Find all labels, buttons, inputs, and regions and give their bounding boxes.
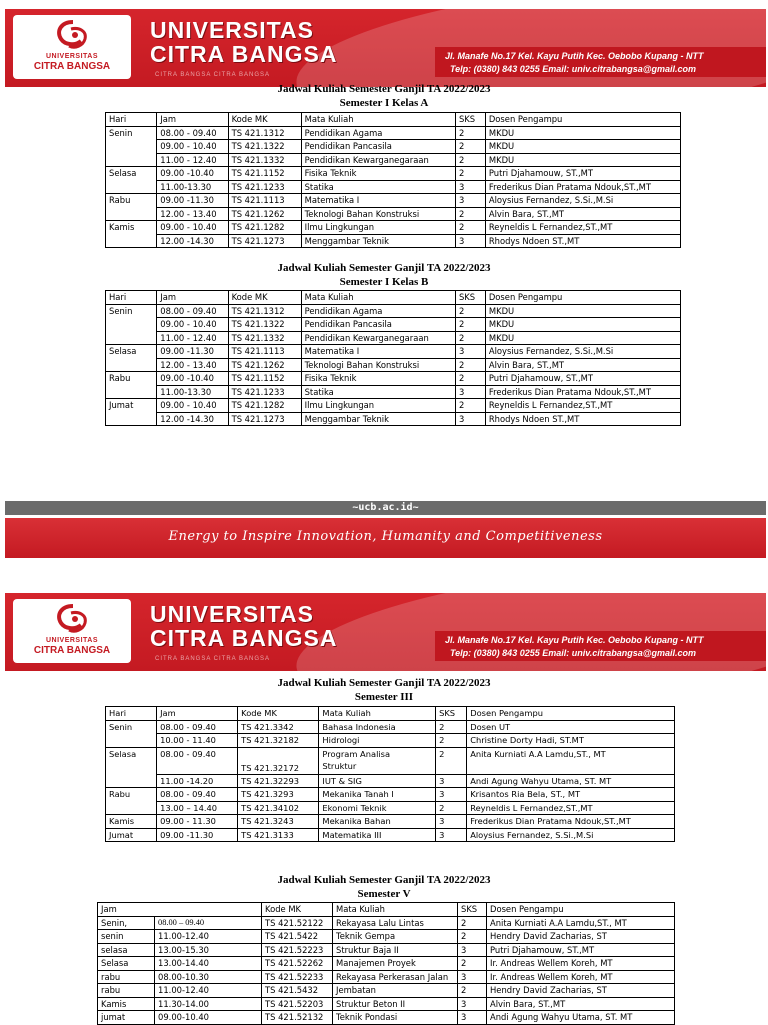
column-header: Dosen Pengampu — [487, 903, 675, 917]
course-code-cell: TS 421.3133 — [238, 828, 319, 842]
lecturer-cell: Reyneldis L Fernandez,ST.,MT — [467, 801, 675, 815]
column-header: Mata Kuliah — [301, 113, 455, 127]
logo-emblem-icon — [53, 603, 93, 637]
schedule-title: Jadwal Kuliah Semester Ganjil TA 2022/2023 — [277, 874, 491, 886]
credits-cell: 2 — [455, 358, 485, 372]
course-name-cell: Fisika Teknik — [301, 372, 455, 386]
table-row — [106, 140, 681, 154]
lecturer-cell: Christine Dorty Hadi, ST.MT — [467, 734, 675, 748]
column-header: Jam — [157, 291, 228, 305]
course-name-cell: Rekayasa Lalu Lintas — [333, 916, 458, 930]
schedule-table-semester-3 — [105, 706, 675, 842]
lecturer-cell: Frederikus Dian Pratama Ndouk,ST.,MT — [485, 180, 680, 194]
table-row — [98, 997, 675, 1011]
course-code-cell: TS 421.1282 — [228, 399, 301, 413]
course-name-cell: Pendidikan Kewarganegaraan — [301, 331, 455, 345]
column-header: SKS — [455, 113, 485, 127]
course-name-cell: Jembatan — [333, 984, 458, 998]
credits-cell: 3 — [436, 788, 467, 802]
course-code-cell: TS 421.52122 — [262, 916, 333, 930]
course-name-cell: Fisika Teknik — [301, 167, 455, 181]
lecturer-cell: Putri Djahamouw, ST.,MT — [487, 943, 675, 957]
course-name-cell: Pendidikan Kewarganegaraan — [301, 153, 455, 167]
letterhead-banner — [5, 593, 766, 671]
column-header: SKS — [455, 291, 485, 305]
column-header: Jam — [98, 903, 262, 917]
column-header: Hari — [106, 113, 157, 127]
day-cell: jumat — [98, 1011, 155, 1025]
table-row — [98, 957, 675, 971]
course-name-cell: Teknik Pondasi — [333, 1011, 458, 1025]
day-cell: Kamis — [106, 815, 157, 829]
credits-cell: 2 — [436, 747, 467, 774]
time-cell: 09.00 - 10.40 — [157, 140, 228, 154]
logo-text-line2: CITRA BANGSA — [33, 645, 111, 656]
table-row — [106, 345, 681, 359]
day-cell: Rabu — [106, 788, 157, 815]
day-cell: Rabu — [106, 372, 157, 399]
logo-text-line2: CITRA BANGSA — [33, 61, 111, 72]
lecturer-cell: Ir. Andreas Wellem Koreh, MT — [487, 957, 675, 971]
course-code-cell: TS 421.52223 — [262, 943, 333, 957]
table-row — [98, 984, 675, 998]
column-header: SKS — [436, 707, 467, 721]
table-row — [106, 167, 681, 181]
time-cell: 13.00-14.40 — [155, 957, 262, 971]
time-cell: 12.00 -14.30 — [157, 412, 228, 426]
credits-cell: 3 — [455, 345, 485, 359]
time-cell: 11.00 - 12.40 — [157, 331, 228, 345]
university-name-line2: CITRA BANGSA — [150, 625, 338, 651]
column-header: Hari — [106, 707, 157, 721]
column-header: Dosen Pengampu — [485, 291, 680, 305]
table-row — [106, 207, 681, 221]
day-cell: Selasa — [106, 167, 157, 194]
lecturer-cell: Aloysius Fernandez, S.Si.,M.Si — [485, 345, 680, 359]
course-name-cell: Pendidikan Pancasila — [301, 318, 455, 332]
table-row — [106, 788, 675, 802]
table-row — [98, 943, 675, 957]
table-row — [106, 385, 681, 399]
university-name-line2: CITRA BANGSA — [150, 41, 338, 67]
credits-cell: 2 — [455, 318, 485, 332]
credits-cell: 3 — [458, 997, 487, 1011]
course-code-cell: TS 421.5432 — [262, 984, 333, 998]
day-cell: rabu — [98, 970, 155, 984]
course-name-cell: Ilmu Lingkungan — [301, 221, 455, 235]
credits-cell: 2 — [458, 916, 487, 930]
day-cell: Jumat — [106, 828, 157, 842]
schedule-title: Jadwal Kuliah Semester Ganjil TA 2022/2023 — [277, 677, 491, 689]
course-name-cell: Pendidikan Agama — [301, 126, 455, 140]
course-code-cell: TS 421.1262 — [228, 207, 301, 221]
lecturer-cell: MKDU — [485, 318, 680, 332]
table-row — [106, 318, 681, 332]
time-cell: 09.00 -11.30 — [157, 345, 228, 359]
column-header: Kode MK — [238, 707, 319, 721]
lecturer-cell: Alvin Bara, ST.,MT — [485, 358, 680, 372]
credits-cell: 3 — [436, 815, 467, 829]
course-code-cell: TS 421.32172 — [238, 747, 319, 774]
time-cell: 11.00 -14.20 — [157, 774, 238, 788]
schedule-title: Jadwal Kuliah Semester Ganjil TA 2022/2023 — [277, 262, 491, 274]
course-code-cell: TS 421.1273 — [228, 412, 301, 426]
course-code-cell: TS 421.1152 — [228, 372, 301, 386]
logo-text-line1: UNIVERSITAS — [45, 637, 99, 644]
schedule-subtitle: Semester I Kelas B — [339, 276, 429, 288]
table-row — [106, 126, 681, 140]
lecturer-cell: Rhodys Ndoen ST.,MT — [485, 412, 680, 426]
lecturer-cell: Aloysius Fernandez, S.Si.,M.Si — [485, 194, 680, 208]
course-name-line: Struktur — [322, 760, 357, 771]
credits-cell: 2 — [455, 399, 485, 413]
time-cell: 09.00 -10.40 — [157, 372, 228, 386]
day-cell: Senin, — [98, 916, 155, 930]
table-row — [106, 734, 675, 748]
logo-text-line1: UNIVERSITAS — [45, 53, 99, 60]
time-cell: 09.00 - 10.40 — [157, 221, 228, 235]
table-row — [106, 774, 675, 788]
column-header: Mata Kuliah — [301, 291, 455, 305]
course-code-cell: TS 421.1273 — [228, 234, 301, 248]
lecturer-cell: Anita Kurniati A.A Lamdu,ST., MT — [487, 916, 675, 930]
table-row — [106, 747, 675, 774]
course-code-cell: TS 421.1233 — [228, 385, 301, 399]
footer-motto-bar — [5, 518, 766, 558]
schedule-subtitle: Semester III — [354, 691, 414, 703]
course-code-cell: TS 421.3342 — [238, 720, 319, 734]
time-cell: 11.00-13.30 — [157, 180, 228, 194]
table-header-row — [106, 113, 681, 127]
watermark-text: CITRA BANGSA CITRA BANGSA — [155, 656, 271, 662]
course-name-cell: Struktur Beton II — [333, 997, 458, 1011]
time-cell: 09.00-10.40 — [155, 1011, 262, 1025]
credits-cell: 3 — [455, 234, 485, 248]
credits-cell: 3 — [458, 943, 487, 957]
table-row — [106, 720, 675, 734]
column-header: Dosen Pengampu — [467, 707, 675, 721]
course-name-cell: Ilmu Lingkungan — [301, 399, 455, 413]
credits-cell: 3 — [455, 385, 485, 399]
course-name-cell: Manajemen Proyek — [333, 957, 458, 971]
time-cell: 08.00 - 09.40 — [157, 126, 228, 140]
course-name-cell: Pendidikan Pancasila — [301, 140, 455, 154]
course-code-cell: TS 421.1322 — [228, 318, 301, 332]
lecturer-cell: MKDU — [485, 304, 680, 318]
credits-cell: 3 — [455, 180, 485, 194]
course-name-cell: Ekonomi Teknik — [319, 801, 436, 815]
day-cell: Kamis — [106, 221, 157, 248]
course-name-cell: Teknik Gempa — [333, 930, 458, 944]
footer-website: ~ucb.ac.id~ — [352, 502, 419, 513]
table-row — [98, 970, 675, 984]
credits-cell: 2 — [455, 167, 485, 181]
credits-cell: 3 — [436, 828, 467, 842]
column-header: Kode MK — [228, 291, 301, 305]
time-cell: 09.00 - 11.30 — [157, 815, 238, 829]
table-row — [106, 399, 681, 413]
course-code-cell: TS 421.1282 — [228, 221, 301, 235]
table-row — [106, 304, 681, 318]
course-name-cell: Statika — [301, 180, 455, 194]
column-header: Jam — [157, 113, 228, 127]
day-cell: senin — [98, 930, 155, 944]
lecturer-cell: Hendry David Zacharias, ST — [487, 984, 675, 998]
time-cell: 08.00 - 09.40 — [157, 720, 238, 734]
time-cell: 13.00-15.30 — [155, 943, 262, 957]
university-logo — [13, 599, 131, 663]
credits-cell: 2 — [455, 153, 485, 167]
table-row — [106, 331, 681, 345]
course-code-cell: TS 421.1322 — [228, 140, 301, 154]
credits-cell: 2 — [455, 331, 485, 345]
lecturer-cell: Alvin Bara, ST.,MT — [487, 997, 675, 1011]
column-header: Mata Kuliah — [319, 707, 436, 721]
course-name-cell: Pendidikan Agama — [301, 304, 455, 318]
course-name-cell: Matematika I — [301, 194, 455, 208]
lecturer-cell: Putri Djahamouw, ST.,MT — [485, 167, 680, 181]
credits-cell: 3 — [455, 194, 485, 208]
lecturer-cell: MKDU — [485, 153, 680, 167]
schedule-title: Jadwal Kuliah Semester Ganjil TA 2022/2023 — [277, 83, 491, 95]
lecturer-cell: Anita Kurniati A.A Lamdu,ST., MT — [467, 747, 675, 774]
course-name-cell: Struktur Baja II — [333, 943, 458, 957]
lecturer-cell: Alvin Bara, ST.,MT — [485, 207, 680, 221]
table-header-row — [106, 707, 675, 721]
credits-cell: 3 — [458, 970, 487, 984]
lecturer-cell: Reyneldis L Fernandez,ST.,MT — [485, 221, 680, 235]
schedule-subtitle: Semester V — [357, 888, 411, 900]
address-text: Jl. Manafe No.17 Kel. Kayu Putih Kec. Oebobo Kupang - NTT — [445, 635, 704, 645]
table-row — [106, 221, 681, 235]
table-header-row — [98, 903, 675, 917]
course-name-cell: Hidrologi — [319, 734, 436, 748]
contact-text: Telp: (0380) 843 0255 Email: univ.citrabangsa@gmail.com — [450, 64, 697, 74]
day-cell: Selasa — [106, 345, 157, 372]
logo-emblem-icon — [53, 19, 93, 53]
course-code-cell: TS 421.3243 — [238, 815, 319, 829]
time-cell: 11.00-12.40 — [155, 930, 262, 944]
lecturer-cell: Andi Agung Wahyu Utama, ST. MT — [487, 1011, 675, 1025]
time-cell: 10.00 - 11.40 — [157, 734, 238, 748]
lecturer-cell: Putri Djahamouw, ST.,MT — [485, 372, 680, 386]
lecturer-cell: MKDU — [485, 126, 680, 140]
day-cell: Selasa — [98, 957, 155, 971]
day-cell: Senin — [106, 304, 157, 345]
course-name-cell: Teknologi Bahan Konstruksi — [301, 207, 455, 221]
footer-motto: Energy to Inspire Innovation, Humanity and Competitiveness — [168, 529, 603, 544]
time-cell: 09.00 - 10.40 — [157, 318, 228, 332]
time-cell: 11.00-12.40 — [155, 984, 262, 998]
course-name-cell: Matematika III — [319, 828, 436, 842]
column-header: Hari — [106, 291, 157, 305]
credits-cell: 2 — [436, 734, 467, 748]
credits-cell: 2 — [455, 126, 485, 140]
table-row — [106, 234, 681, 248]
course-code-cell: TS 421.52233 — [262, 970, 333, 984]
table-row — [98, 916, 675, 930]
course-code-cell: TS 421.3293 — [238, 788, 319, 802]
day-cell: Selasa — [106, 747, 157, 788]
lecturer-cell: Andi Agung Wahyu Utama, ST. MT — [467, 774, 675, 788]
credits-cell: 3 — [458, 1011, 487, 1025]
course-name-cell: Mekanika Bahan — [319, 815, 436, 829]
watermark-text: CITRA BANGSA CITRA BANGSA — [155, 72, 271, 78]
course-name-cell: Statika — [301, 385, 455, 399]
time-cell: 09.00 -11.30 — [157, 828, 238, 842]
table-row — [106, 801, 675, 815]
credits-cell: 2 — [455, 140, 485, 154]
course-name-cell: Menggambar Teknik — [301, 234, 455, 248]
lecturer-cell: Dosen UT — [467, 720, 675, 734]
lecturer-cell: Krisantos Ria Bela, ST., MT — [467, 788, 675, 802]
schedule-subtitle: Semester I Kelas A — [339, 97, 429, 109]
credits-cell: 2 — [455, 372, 485, 386]
lecturer-cell: Frederikus Dian Pratama Ndouk,ST.,MT — [467, 815, 675, 829]
table-row — [106, 372, 681, 386]
credits-cell: 2 — [455, 304, 485, 318]
course-code-cell: TS 421.52203 — [262, 997, 333, 1011]
credits-cell: 2 — [436, 801, 467, 815]
schedule-table-kelas-a — [105, 112, 681, 248]
time-cell: 08.00 - 09.40 — [157, 788, 238, 802]
table-row — [106, 358, 681, 372]
time-cell: 08.00 - 09.40 — [157, 747, 238, 774]
lecturer-cell: MKDU — [485, 140, 680, 154]
course-code-cell: TS 421.5422 — [262, 930, 333, 944]
course-code-cell: TS 421.32293 — [238, 774, 319, 788]
credits-cell: 3 — [436, 774, 467, 788]
course-code-cell: TS 421.1113 — [228, 194, 301, 208]
course-code-cell: TS 421.1113 — [228, 345, 301, 359]
course-name-cell: IUT & SIG — [319, 774, 436, 788]
time-cell: 08.00 - 09.40 — [157, 304, 228, 318]
course-name-cell: Bahasa Indonesia — [319, 720, 436, 734]
course-name-cell: Mekanika Tanah I — [319, 788, 436, 802]
lecturer-cell: Frederikus Dian Pratama Ndouk,ST.,MT — [485, 385, 680, 399]
time-cell: 12.00 - 13.40 — [157, 207, 228, 221]
course-code-cell: TS 421.1262 — [228, 358, 301, 372]
course-name-line: Program Analisa — [322, 748, 391, 759]
address-text: Jl. Manafe No.17 Kel. Kayu Putih Kec. Oebobo Kupang - NTT — [445, 51, 704, 61]
column-header: Kode MK — [228, 113, 301, 127]
table-row — [106, 194, 681, 208]
course-name-cell: Rekayasa Perkerasan Jalan — [333, 970, 458, 984]
time-cell: 13.00 – 14.40 — [157, 801, 238, 815]
time-cell: 09.00 - 10.40 — [157, 399, 228, 413]
column-header: Kode MK — [262, 903, 333, 917]
university-name-line1: UNIVERSITAS — [150, 601, 314, 627]
credits-cell: 2 — [455, 221, 485, 235]
day-cell: Rabu — [106, 194, 157, 221]
table-header-row — [106, 291, 681, 305]
letterhead-banner — [5, 9, 766, 87]
time-cell: 11.00 - 12.40 — [157, 153, 228, 167]
day-cell: Kamis — [98, 997, 155, 1011]
footer-website-bar — [5, 501, 766, 515]
credits-cell: 2 — [458, 930, 487, 944]
credits-cell: 2 — [458, 984, 487, 998]
credits-cell: 3 — [455, 412, 485, 426]
course-code-cell: TS 421.32182 — [238, 734, 319, 748]
column-header: SKS — [458, 903, 487, 917]
time-cell: 09.00 -10.40 — [157, 167, 228, 181]
lecturer-cell: Ir. Andreas Wellem Koreh, MT — [487, 970, 675, 984]
course-code-cell: TS 421.1332 — [228, 331, 301, 345]
lecturer-cell: MKDU — [485, 331, 680, 345]
column-header: Dosen Pengampu — [485, 113, 680, 127]
time-cell: 08.00-10.30 — [155, 970, 262, 984]
course-code-cell: TS 421.1152 — [228, 167, 301, 181]
time-cell: 11.30-14.00 — [155, 997, 262, 1011]
day-cell: Jumat — [106, 399, 157, 426]
time-cell: 11.00-13.30 — [157, 385, 228, 399]
university-name-line1: UNIVERSITAS — [150, 17, 314, 43]
course-code-cell: TS 421.1332 — [228, 153, 301, 167]
lecturer-cell: Hendry David Zacharias, ST — [487, 930, 675, 944]
lecturer-cell: Rhodys Ndoen ST.,MT — [485, 234, 680, 248]
course-name-cell: Matematika I — [301, 345, 455, 359]
table-row — [106, 815, 675, 829]
course-code-cell: TS 421.52132 — [262, 1011, 333, 1025]
table-row — [106, 153, 681, 167]
contact-text: Telp: (0380) 843 0255 Email: univ.citrabangsa@gmail.com — [450, 648, 697, 658]
schedule-table-kelas-b — [105, 290, 681, 426]
lecturer-cell: Aloysius Fernandez, S.Si.,M.Si — [467, 828, 675, 842]
table-row — [98, 1011, 675, 1025]
course-code-cell: TS 421.1233 — [228, 180, 301, 194]
table-row — [106, 180, 681, 194]
course-code-cell: TS 421.1312 — [228, 304, 301, 318]
day-cell: Senin — [106, 126, 157, 167]
day-cell: rabu — [98, 984, 155, 998]
schedule-table-semester-5 — [97, 902, 675, 1025]
course-code-cell: TS 421.52262 — [262, 957, 333, 971]
time-cell: 12.00 -14.30 — [157, 234, 228, 248]
lecturer-cell: Reyneldis L Fernandez,ST.,MT — [485, 399, 680, 413]
table-row — [106, 828, 675, 842]
time-cell: 12.00 - 13.40 — [157, 358, 228, 372]
course-name-cell: Teknologi Bahan Konstruksi — [301, 358, 455, 372]
course-code-cell: TS 421.1312 — [228, 126, 301, 140]
day-cell: Senin — [106, 720, 157, 747]
table-row — [106, 412, 681, 426]
university-logo — [13, 15, 131, 79]
column-header: Mata Kuliah — [333, 903, 458, 917]
course-name-cell — [319, 747, 436, 774]
credits-cell: 2 — [458, 957, 487, 971]
credits-cell: 2 — [455, 207, 485, 221]
course-code-cell: TS 421.34102 — [238, 801, 319, 815]
column-header: Jam — [157, 707, 238, 721]
time-cell: 08.00 – 09.40 — [155, 916, 262, 930]
time-cell: 09.00 -11.30 — [157, 194, 228, 208]
credits-cell: 2 — [436, 720, 467, 734]
table-row — [98, 930, 675, 944]
course-name-cell: Menggambar Teknik — [301, 412, 455, 426]
day-cell: selasa — [98, 943, 155, 957]
